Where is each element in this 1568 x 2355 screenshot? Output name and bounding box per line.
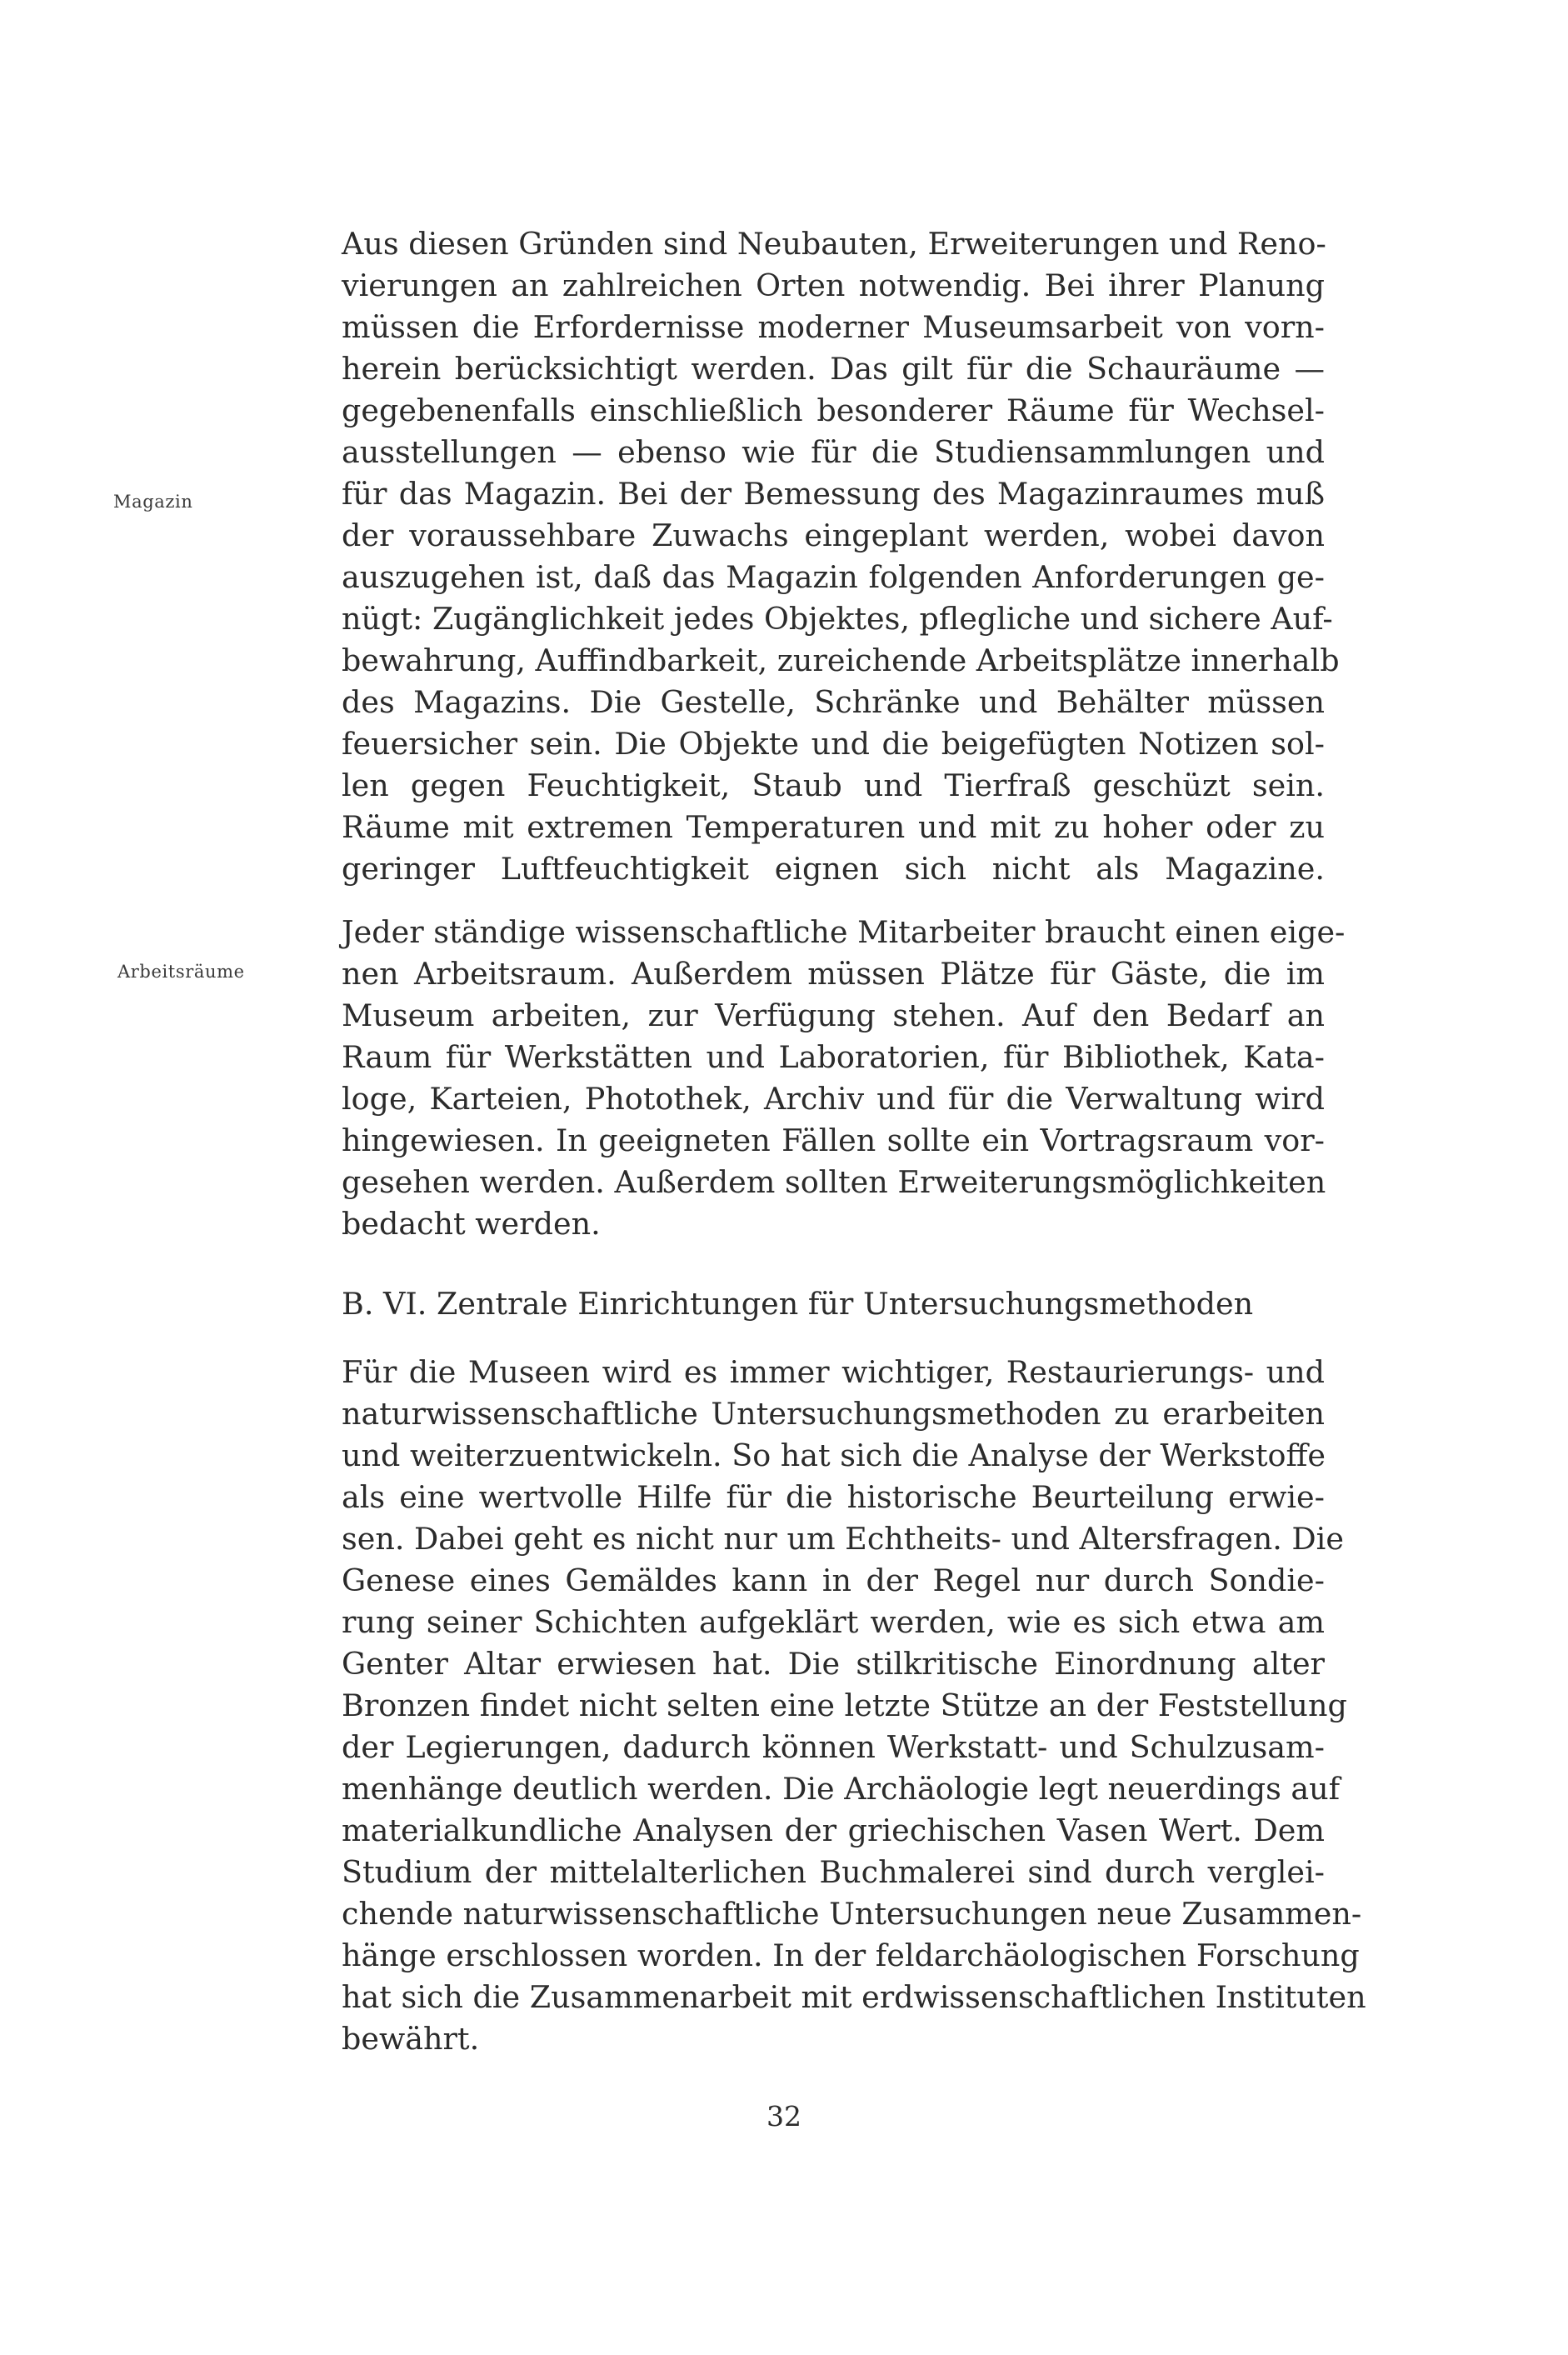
text-line: Räume mit extremen Temperaturen und mit zu hoher oder zu bbox=[342, 809, 1325, 845]
paragraph-3 bbox=[342, 1352, 1366, 2060]
text-line: auszugehen ist, daß das Magazin folgenden Anforderungen ge- bbox=[342, 559, 1325, 595]
text-line: materialkundliche Analysen der griechischen Vasen Wert. Dem bbox=[342, 1812, 1325, 1848]
text-line: bewahrung, Auffindbarkeit, zureichende Arbeitsplätze innerhalb bbox=[342, 642, 1340, 678]
text-line: Museum arbeiten, zur Verfügung stehen. Auf den Bedarf an bbox=[342, 998, 1325, 1033]
text-line: müssen die Erfordernisse moderner Museumsarbeit von vorn- bbox=[342, 309, 1325, 345]
text-line: nügt: Zugänglichkeit jedes Objektes, pflegliche und sichere Auf- bbox=[342, 601, 1333, 637]
text-line: rung seiner Schichten aufgeklärt werden, wie es sich etwa am bbox=[342, 1604, 1325, 1640]
text-line: und weiterzuentwickeln. So hat sich die Analyse der Werkstoffe bbox=[342, 1438, 1326, 1473]
text-line: ausstellungen — ebenso wie für die Studiensammlungen und bbox=[342, 434, 1325, 470]
text-line: gesehen werden. Außerdem sollten Erweiterungsmöglichkeiten bbox=[342, 1164, 1326, 1200]
text-line: hänge erschlossen worden. In der feldarchäologischen Forschung bbox=[342, 1938, 1360, 1973]
text-line: für das Magazin. Bei der Bemessung des Magazinraumes muß bbox=[342, 476, 1325, 512]
text-line: feuersicher sein. Die Objekte und die beigefügten Notizen sol- bbox=[342, 726, 1325, 762]
section-heading: B. VI. Zentrale Einrichtungen für Untersuchungsmethoden bbox=[342, 1286, 1254, 1322]
margin-note-arbeitsraeume: Arbeitsräume bbox=[117, 962, 245, 982]
text-line: len gegen Feuchtigkeit, Staub und Tierfraß geschüzt sein. bbox=[342, 768, 1325, 803]
text-line: hat sich die Zusammenarbeit mit erdwissenschaftlichen Instituten bbox=[342, 1979, 1366, 2015]
text-line: Genese eines Gemäldes kann in der Regel nur durch Sondie- bbox=[342, 1562, 1325, 1598]
text-line: nen Arbeitsraum. Außerdem müssen Plätze für Gäste, die im bbox=[342, 956, 1325, 992]
page-number: 32 bbox=[767, 2100, 801, 2132]
text-line: herein berücksichtigt werden. Das gilt für die Schauräume — bbox=[342, 351, 1325, 387]
text-line: des Magazins. Die Gestelle, Schränke und Behälter müssen bbox=[342, 684, 1325, 720]
text-line: gegebenenfalls einschließlich besonderer Räume für Wechsel- bbox=[342, 392, 1325, 428]
text-line: der voraussehbare Zuwachs eingeplant werden, wobei davon bbox=[342, 518, 1325, 553]
text-line: loge, Karteien, Photothek, Archiv und für die Verwaltung wird bbox=[342, 1081, 1325, 1117]
text-line: vierungen an zahlreichen Orten notwendig. Bei ihrer Planung bbox=[342, 268, 1325, 303]
text-line: als eine wertvolle Hilfe für die historische Beurteilung erwie- bbox=[342, 1479, 1325, 1515]
text-line: Raum für Werkstätten und Laboratorien, für Bibliothek, Kata- bbox=[342, 1039, 1325, 1075]
text-line: menhänge deutlich werden. Die Archäologie legt neuerdings auf bbox=[342, 1771, 1341, 1807]
text-line: geringer Luftfeuchtigkeit eignen sich nicht als Magazine. bbox=[342, 851, 1325, 887]
text-line: Aus diesen Gründen sind Neubauten, Erweiterungen und Reno- bbox=[342, 226, 1326, 262]
text-line: bewährt. bbox=[342, 2021, 480, 2057]
text-line: chende naturwissenschaftliche Untersuchungen neue Zusammen- bbox=[342, 1896, 1362, 1932]
margin-note-magazin: Magazin bbox=[113, 492, 193, 512]
text-line: Bronzen findet nicht selten eine letzte Stütze an der Feststellung bbox=[342, 1688, 1347, 1723]
text-line: naturwissenschaftliche Untersuchungsmethoden zu erarbeiten bbox=[342, 1396, 1325, 1432]
text-line: Genter Altar erwiesen hat. Die stilkritische Einordnung alter bbox=[342, 1646, 1325, 1682]
text-line: Jeder ständige wissenschaftliche Mitarbeiter braucht einen eige- bbox=[342, 914, 1346, 950]
text-line: bedacht werden. bbox=[342, 1206, 601, 1242]
text-line: sen. Dabei geht es nicht nur um Echtheits- und Altersfragen. Die bbox=[342, 1521, 1344, 1557]
text-line: Für die Museen wird es immer wichtiger, Restaurierungs- und bbox=[342, 1354, 1325, 1390]
text-line: der Legierungen, dadurch können Werkstatt- und Schulzusam- bbox=[342, 1729, 1325, 1765]
paragraph-2 bbox=[342, 912, 1346, 1245]
text-line: Studium der mittelalterlichen Buchmalerei sind durch verglei- bbox=[342, 1854, 1325, 1890]
paragraph-1 bbox=[342, 223, 1340, 890]
text-line: hingewiesen. In geeigneten Fällen sollte ein Vortragsraum vor- bbox=[342, 1122, 1325, 1158]
